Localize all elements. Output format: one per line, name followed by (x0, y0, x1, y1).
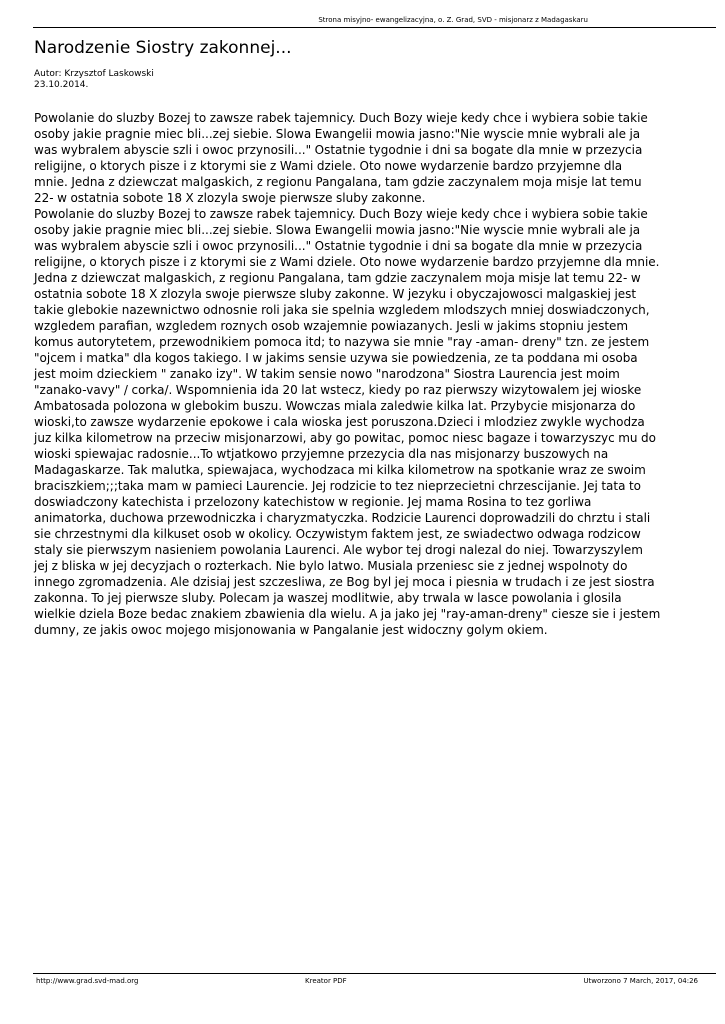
header-divider (33, 27, 716, 28)
author-name: Krzysztof Laskowski (64, 69, 154, 79)
article-title: Narodzenie Siostry zakonnej... (34, 38, 292, 58)
author-line (34, 69, 154, 80)
footer-generator: Kreator PDF (305, 977, 347, 985)
article-date: 23.10.2014. (34, 80, 89, 90)
article-body: Powolanie do sluzby Bozej to zawsze rabek tajemnicy. Duch Bozy wieje kedy chce i wybiera sobie takie osoby jakie pragnie miec bli...zej siebie. Slowa Ewangelii mowia jasno:"Nie wyscie mnie wybrali ale ja was wybralem abyscie szli i owoc przynosili..." Ostatnie tygodnie i dni sa bogate dla mnie w przezycia religijne, o ktorych pisze i z ktorymi sie z Wami dziele. Oto nowe wydarzenie bardzo przyjemne dla mnie. Jedna z dziewczat malgaskich, z regionu Pangalana, tam gdzie zaczynalem moja misje lat temu 22- w ostatnia sobote 18 X zlozyla swoje pierwsze sluby zakonne. Powolanie do sluzby Bozej to zawsze rabek tajemnicy. Duch Bozy wieje kedy chce i wybiera sobie takie osoby jakie pragnie miec bli...zej siebie. Slowa Ewangelii mowia jasno:"Nie wyscie mnie wybrali ale ja was wybralem abyscie szli i owoc przynosili..." Ostatnie tygodnie i dni sa bogate dla mnie w przezycia religijne, o ktorych pisze i z ktorymi sie z Wami dziele. Oto nowe wydarzenie bardzo przyjemne dla mnie. Jedna z dziewczat malgaskich, z regionu Pangalana, tam gdzie zaczynalem moja misje lat temu 22- w ostatnia sobote 18 X zlozyla swoje pierwsze sluby zakonne. W jezyku i obyczajowosci malgaskiej jest takie glebokie nazewnictwo odnosnie roli jaka sie spelnia wzgledem mlodszych mniej doswiadczonych, wzgledem parafian, wzgledem roznych osob wzajemnie powiazanych. Jesli w jakims stopniu jestem komus autorytetem, przewodnikiem pomoca itd; to nazywa sie mnie "ray -aman- dreny" tzn. ze jestem "ojcem i matka" dla kogos takiego. I w jakims sensie uzywa sie powiedzenia, ze ta poddana mi osoba jest moim dzieckiem " zanako izy". W takim sensie nowo "narodzona" Siostra Laurencia jest moim "zanako-vavy" / corka/. Wspomnienia ida 20 lat wstecz, kiedy po raz pierwszy wizytowalem jej wioske Ambatosada polozona w glebokim buszu. Wowczas miala zaledwie kilka lat. Przybycie misjonarza do wioski,to zawsze wydarzenie epokowe i cala wioska jest poruszona.Dzieci i mlodziez zwykle wychodza juz kilka kilometrow na przeciw misjonarzowi, aby go powitac, pomoc niesc bagaze i towarzyszyc mu do wioski spiewajac radosnie...To wtjatkowo przyjemne przezycia dla nas misjonarzy buszowych na Madagaskarze. Tak malutka, spiewajaca, wychodzaca mi kilka kilometrow na spotkanie wraz ze swoim braciszkiem;;;taka mam w pamieci Laurencie. Jej rodzicie to tez nieprzecietni chrzescijanie. Jej tata to doswiadczony katechista i przelozony katechistow w regionie. Jej mama Rosina to tez gorliwa animatorka, duchowa przewodniczka i charyzmatyczka. Rodzicie Laurenci doprowadzili do chrztu i stali sie chrzestnymi dla kilkuset osob w okolicy. Oczywistym faktem jest, ze swiadectwo odwaga rodzicow staly sie pierwszym nasieniem powolania Laurenci. Ale wybor tej drogi nalezal do niej. Towarzyszylem jej z bliska w jej decyzjach o rozterkach. Nie bylo latwo. Musiala przeniesc sie z jednej wspolnoty do innego zgromadzenia. Ale dzisiaj jest szczesliwa, ze Bog byl jej moca i piesnia w trudach i ze jest siostra zakonna. To jej pierwsze sluby. Polecam ja waszej modlitwie, aby trwala w lasce powolania i glosila wielkie dziela Boze bedac znakiem zbawienia dla wielu. A ja jako jej "ray-aman-dreny" ciesze sie i jestem dumny, ze jakis owoc mojego misjonowania w Pangalanie jest widoczny golym okiem. (34, 111, 661, 637)
article-meta (34, 69, 154, 91)
author-label: Autor: (34, 69, 62, 79)
footer-divider (33, 973, 716, 974)
footer-url-link[interactable]: http://www.grad.svd-mad.org (36, 977, 139, 985)
footer-created-date: Utworzono 7 March, 2017, 04:26 (583, 977, 698, 985)
page-header-text: Strona misyjno- ewangelizacyjna, o. Z. Grad, SVD - misjonarz z Madagaskaru (318, 16, 588, 24)
